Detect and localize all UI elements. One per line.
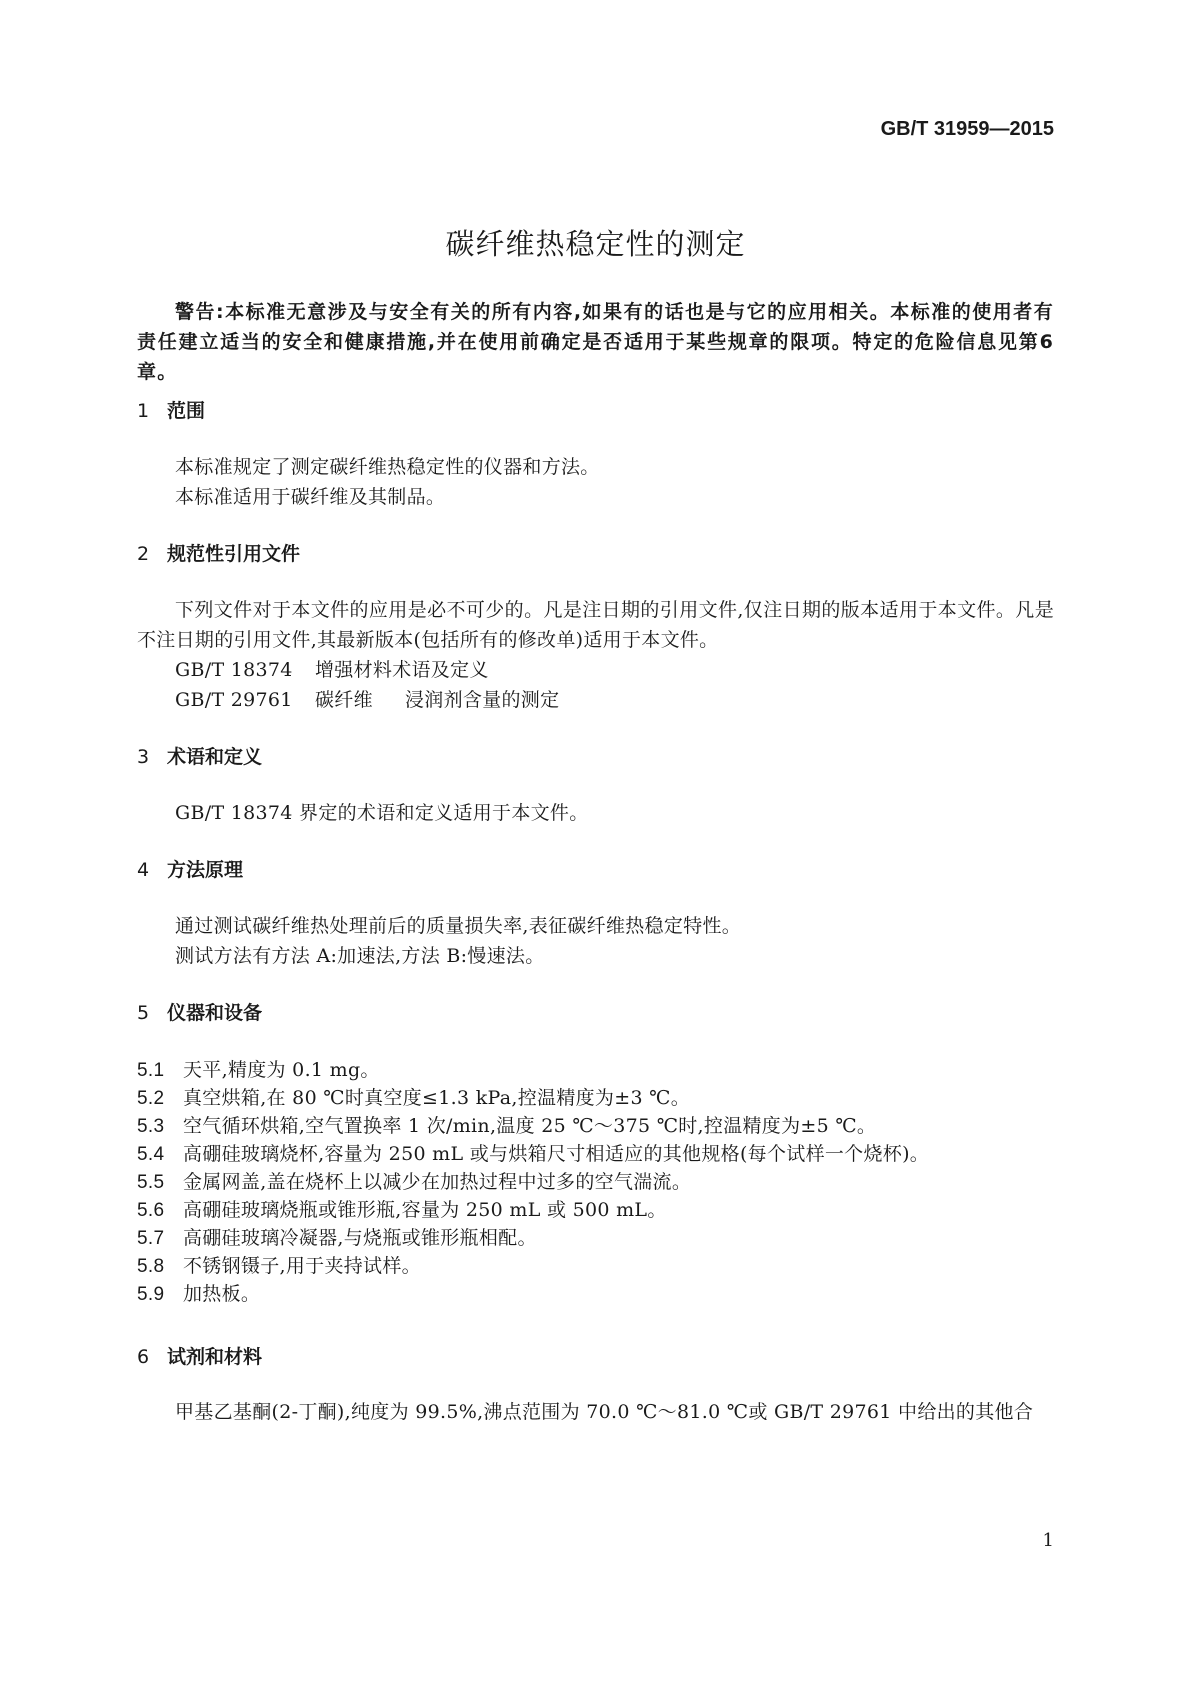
section-title: 仪器和设备	[167, 1002, 263, 1024]
section-2-heading	[137, 539, 300, 566]
item-text: 空气循环烘箱,空气置换率 1 次/min,温度 25 ℃～375 ℃时,控温精度为±5 ℃。	[183, 1115, 877, 1137]
item-number: 5.7	[137, 1228, 165, 1249]
reference-code: GB/T 18374	[175, 659, 293, 681]
section-1-heading	[137, 396, 205, 423]
item-number: 5.2	[137, 1088, 165, 1109]
section-4-heading	[137, 855, 243, 882]
section-number: 3	[137, 746, 150, 768]
item-text: 高硼硅玻璃冷凝器,与烧瓶或锥形瓶相配。	[183, 1227, 537, 1249]
section-number: 4	[137, 859, 150, 881]
apparatus-item	[137, 1279, 260, 1306]
apparatus-item	[137, 1083, 690, 1110]
document-title: 碳纤维热稳定性的测定	[445, 227, 746, 261]
section-number: 5	[137, 1002, 150, 1024]
item-number: 5.4	[137, 1144, 165, 1165]
reference-term-part: 碳纤维	[315, 689, 373, 711]
terms-definitions-text: GB/T 18374 界定的术语和定义适用于本文件。	[175, 802, 589, 824]
scope-line-2: 本标准适用于碳纤维及其制品。	[175, 486, 446, 508]
apparatus-item	[137, 1139, 929, 1166]
item-number: 5.5	[137, 1172, 165, 1193]
item-text: 高硼硅玻璃烧瓶或锥形瓶,容量为 250 mL 或 500 mL。	[183, 1199, 667, 1221]
normative-references-intro: 下列文件对于本文件的应用是必不可少的。凡是注日期的引用文件,仅注日期的版本适用于本文件。凡是不注日期的引用文件,其最新版本(包括所有的修改单)适用于本文件。	[137, 599, 1054, 651]
section-number: 6	[137, 1346, 150, 1368]
reference-term-part: 浸润剂含量的测定	[405, 689, 560, 711]
apparatus-item	[137, 1055, 380, 1082]
apparatus-item	[137, 1167, 691, 1194]
item-text: 加热板。	[183, 1283, 261, 1305]
principle-line-2: 测试方法有方法 A:加速法,方法 B:慢速法。	[175, 945, 545, 967]
section-3-heading	[137, 742, 262, 769]
scope-line-1: 本标准规定了测定碳纤维热稳定性的仪器和方法。	[175, 456, 600, 478]
apparatus-item	[137, 1251, 421, 1278]
apparatus-item	[137, 1195, 667, 1222]
item-text: 不锈钢镊子,用于夹持试样。	[183, 1255, 421, 1277]
standard-code: GB/T 31959—2015	[880, 118, 1054, 140]
item-number: 5.8	[137, 1256, 165, 1277]
section-title: 范围	[167, 400, 206, 422]
section-6-heading	[137, 1342, 262, 1369]
section-title: 试剂和材料	[167, 1346, 263, 1368]
reference-term: 增强材料术语及定义	[315, 659, 489, 681]
item-number: 5.6	[137, 1200, 165, 1221]
section-title: 规范性引用文件	[167, 543, 301, 565]
item-text: 高硼硅玻璃烧杯,容量为 250 mL 或与烘箱尺寸相适应的其他规格(每个试样一个烧杯)。	[183, 1143, 930, 1165]
principle-line-1: 通过测试碳纤维热处理前后的质量损失率,表征碳纤维热稳定特性。	[175, 915, 742, 937]
section-title: 方法原理	[167, 859, 244, 881]
reference-item	[175, 655, 489, 685]
apparatus-item	[137, 1223, 537, 1250]
item-number: 5.1	[137, 1060, 165, 1081]
section-5-heading	[137, 998, 262, 1025]
reagents-text: 甲基乙基酮(2-丁酮),纯度为 99.5%,沸点范围为 70.0 ℃～81.0 ℃或 GB/T 29761 中给出的其他合	[175, 1401, 1034, 1423]
reference-item	[175, 685, 559, 715]
apparatus-item	[137, 1111, 876, 1138]
section-number: 2	[137, 543, 150, 565]
section-number: 1	[137, 400, 150, 422]
item-number: 5.3	[137, 1116, 165, 1137]
item-text: 天平,精度为 0.1 mg。	[183, 1059, 380, 1081]
warning-paragraph: 警告:本标准无意涉及与安全有关的所有内容,如果有的话也是与它的应用相关。本标准的使用者有责任建立适当的安全和健康措施,并在使用前确定是否适用于某些规章的限项。特定的危险信息见第6章。	[137, 301, 1054, 383]
item-text: 金属网盖,盖在烧杯上以减少在加热过程中过多的空气湍流。	[183, 1171, 692, 1193]
section-title: 术语和定义	[167, 746, 263, 768]
page-number: 1	[1042, 1530, 1054, 1551]
item-text: 真空烘箱,在 80 ℃时真空度≤1.3 kPa,控温精度为±3 ℃。	[183, 1087, 691, 1109]
reference-code: GB/T 29761	[175, 689, 293, 711]
item-number: 5.9	[137, 1284, 165, 1305]
